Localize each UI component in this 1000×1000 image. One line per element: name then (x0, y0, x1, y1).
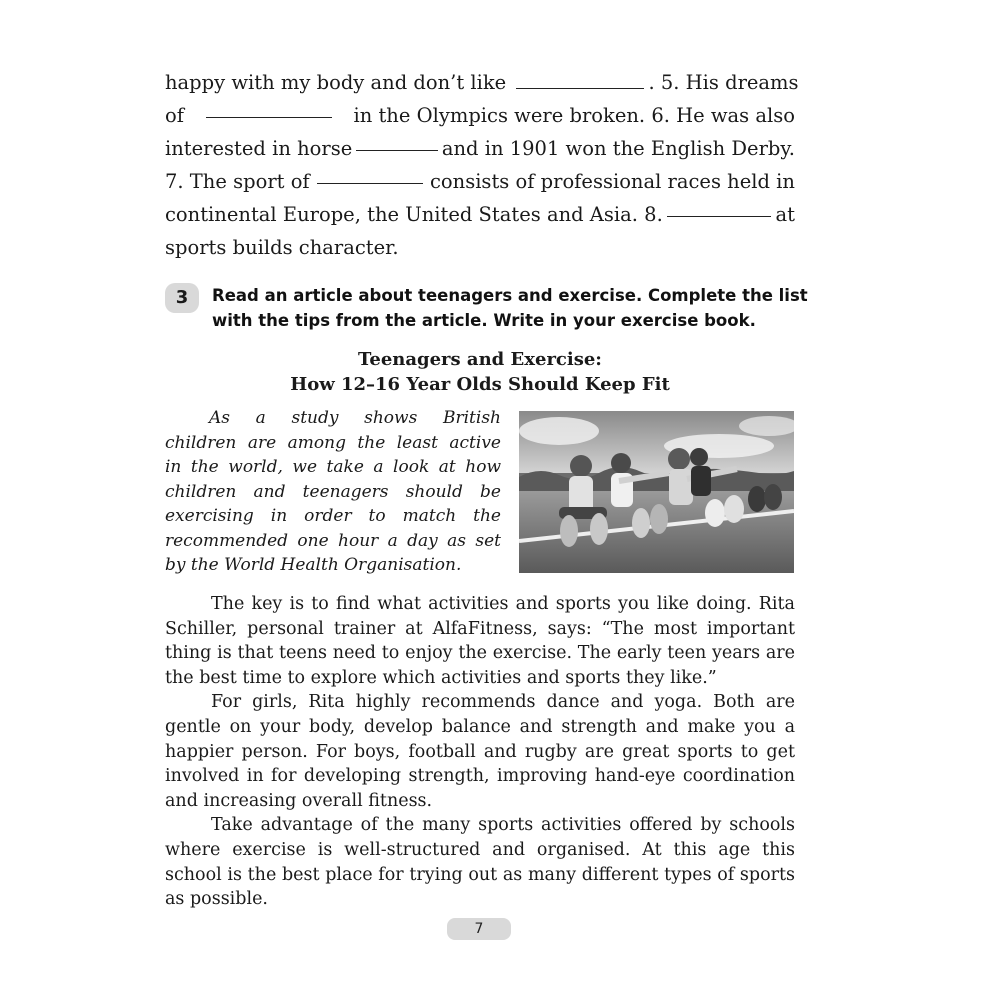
exercise-line (165, 165, 795, 198)
intro-line: children are among the least active (165, 432, 501, 453)
intro-line: As a study shows British (209, 408, 501, 428)
line-text: in the Olympics were broken. 6. He was also (353, 104, 795, 127)
teenagers-stretching-photo (519, 411, 794, 573)
line-text: of (165, 104, 184, 127)
exercise-line (165, 132, 795, 165)
article-title (165, 347, 795, 397)
line-text: . 5. His dreams (648, 71, 799, 94)
answer-blank (206, 99, 332, 118)
line-text: interested in horse (165, 137, 353, 160)
article-title-line2: How 12–16 Year Olds Should Keep Fit (290, 374, 670, 395)
article-body (165, 592, 795, 912)
intro-line: recommended one hour a day as set (165, 530, 501, 551)
article-paragraph: For girls, Rita highly recommends dance and yoga. Both are gentle on your body, develop balance and strength and make you a happier person. For boys, football and rugby are great sports to get involved in for developing strength, improving hand-eye coordination and increasing overall fitness. (165, 692, 795, 811)
intro-line: in the world, we take a look at how (165, 457, 501, 477)
line-text: at (775, 203, 795, 226)
photo-illustration (519, 411, 794, 573)
intro-line: by the World Health Organisation. (165, 555, 462, 575)
exercise-line (165, 99, 795, 132)
answer-blank (317, 165, 423, 184)
intro-line: children and teenagers should be (165, 481, 501, 502)
task-number-badge: 3 (165, 283, 199, 313)
intro-line: exercising in order to match the (165, 506, 501, 526)
line-text: sports builds character. (165, 236, 399, 259)
exercise-line (165, 66, 799, 99)
answer-blank (356, 132, 438, 151)
page-number: 7 (447, 918, 511, 940)
line-text: continental Europe, the United States and Asia. 8. (165, 203, 663, 226)
article-paragraph: Take advantage of the many sports activities offered by schools where exercise is well-structured and organised. At this age this school is the best place for trying out as many different types of sports as possible. (165, 815, 795, 910)
article-intro (165, 406, 501, 578)
line-text: happy with my body and don’t like (165, 71, 507, 94)
article-title-line1: Teenagers and Exercise: (358, 349, 602, 370)
line-text: and in 1901 won the English Derby. (441, 137, 795, 160)
task-instruction: Read an article about teenagers and exercise. Complete the list with the tips from the article. Write in your exercise book. (212, 286, 808, 330)
answer-blank (667, 198, 771, 217)
article-paragraph: The key is to find what activities and sports you like doing. Rita Schiller, personal trainer at AlfaFitness, says: “The most important thing is that teens need to enjoy the exercise. The early teen years are the best time to explore which activities and sports they like.” (165, 594, 795, 688)
exercise-line (165, 198, 795, 231)
answer-blank (516, 70, 644, 89)
line-text: 7. The sport of (165, 170, 310, 193)
exercise-text (165, 66, 799, 264)
exercise-line (165, 231, 795, 264)
line-text: consists of professional races held in (429, 170, 795, 193)
